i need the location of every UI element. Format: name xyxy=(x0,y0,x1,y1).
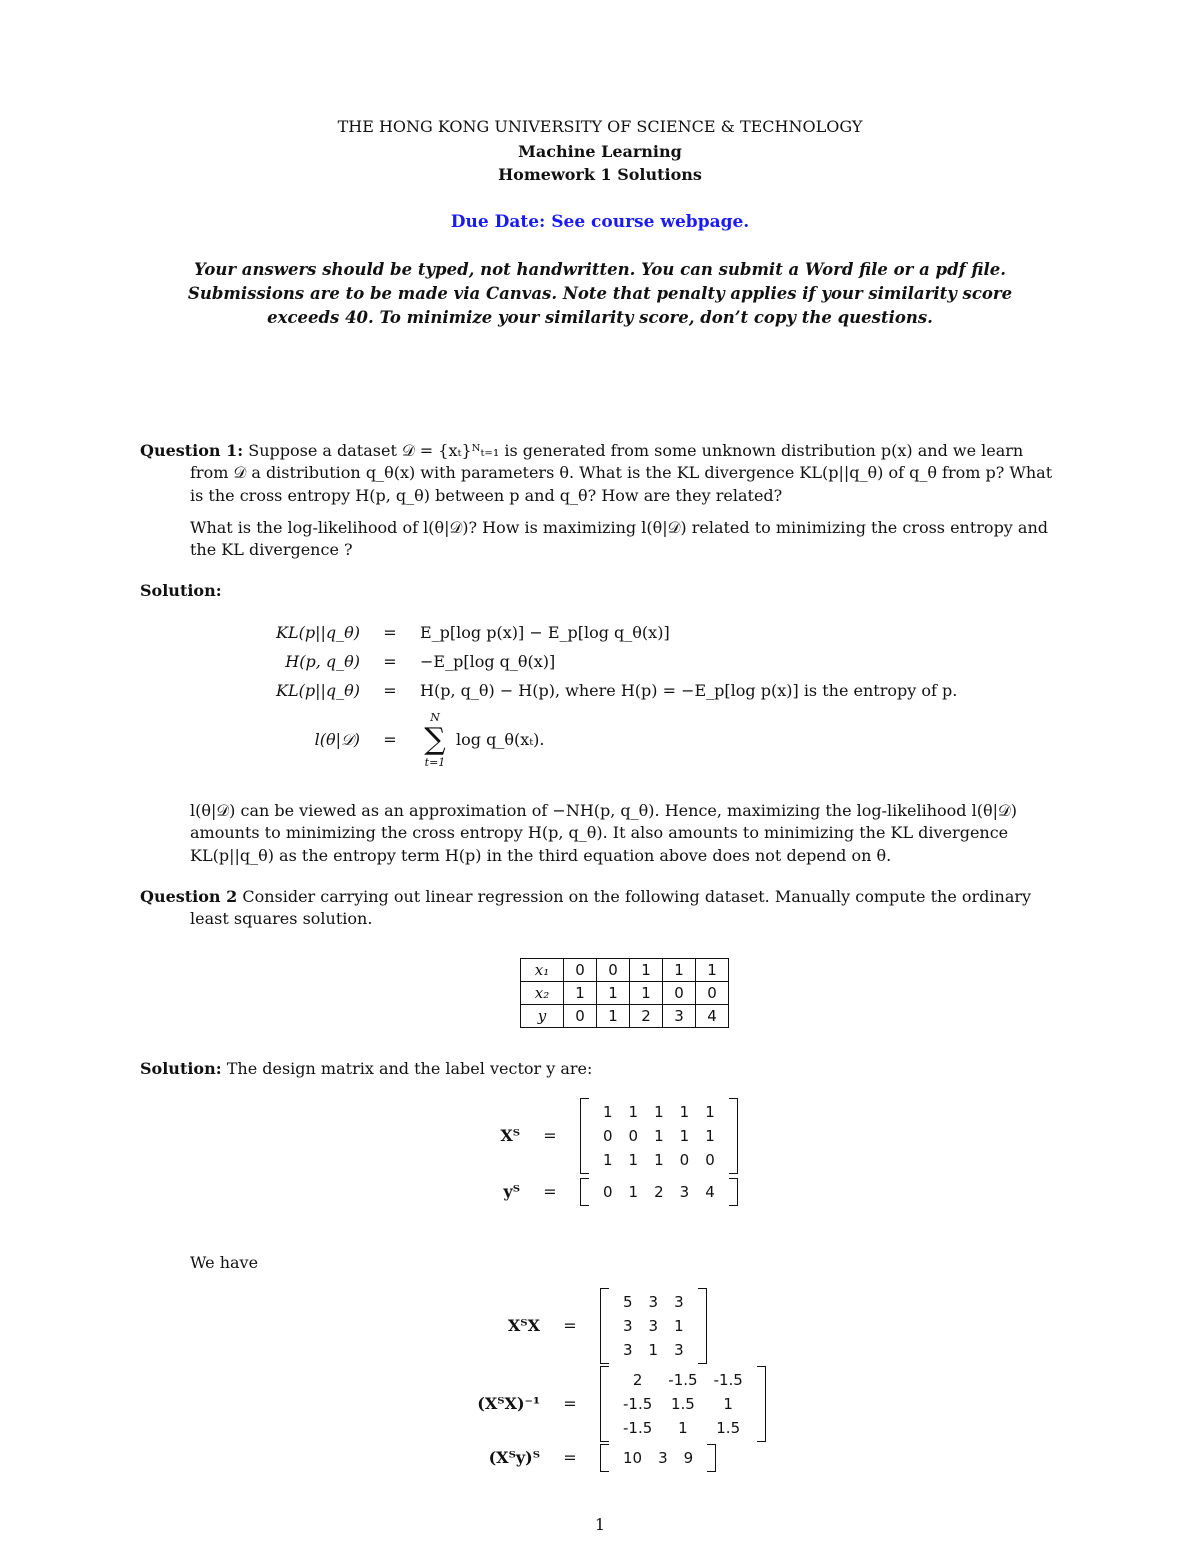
table-cell: 0 xyxy=(564,1005,597,1028)
matrix-xt xyxy=(580,1098,738,1174)
matrix-cell: 0 xyxy=(603,1182,613,1201)
matrix-cell: 1 xyxy=(723,1394,733,1413)
university-name: THE HONG KONG UNIVERSITY OF SCIENCE & TECHNOLOGY xyxy=(337,117,863,136)
matrix-cell: -1.5 xyxy=(713,1370,743,1389)
table-cell: 1 xyxy=(597,1005,630,1028)
matrix-cell: 3 xyxy=(623,1316,633,1335)
equation-rhs: H(p, q_θ) − H(p), where H(p) = −E_p[log p(x)] is the entropy of p. xyxy=(420,681,958,700)
matrix-row xyxy=(615,1314,692,1338)
table-row xyxy=(521,982,729,1005)
matrix-cell: 3 xyxy=(674,1340,684,1359)
matrix-lhs: (Xᵀy)ᵀ xyxy=(488,1447,540,1467)
matrix-xty xyxy=(600,1444,716,1472)
matrix-cell: 9 xyxy=(683,1448,694,1467)
matrix-equation-xt xyxy=(440,1098,738,1174)
solution-2-label: Solution: xyxy=(140,1059,222,1078)
matrix-cell: 4 xyxy=(705,1182,715,1201)
left-bracket-icon xyxy=(600,1444,609,1472)
question-1 xyxy=(140,440,1060,507)
table-cell: 0 xyxy=(597,959,630,982)
matrix-cell: 0 xyxy=(603,1126,613,1145)
equation-lhs: l(θ|𝒟) xyxy=(314,729,360,749)
equals-sign: = xyxy=(383,623,397,642)
matrix-cell: 3 xyxy=(648,1292,659,1311)
matrix-cell: 3 xyxy=(679,1182,690,1201)
matrix-cell: 1 xyxy=(654,1126,664,1145)
matrix-cell: 2 xyxy=(632,1370,643,1389)
table-cell: 1 xyxy=(597,982,630,1005)
document-title: Homework 1 Solutions xyxy=(498,165,702,184)
matrix-cell: 1 xyxy=(628,1150,639,1169)
solution-2-text: The design matrix and the label vector y are: xyxy=(226,1059,593,1078)
table-row-label: x₁ xyxy=(521,959,564,982)
matrix-lhs: (XᵀX)⁻¹ xyxy=(477,1393,540,1413)
matrix-lhs: XᵀX xyxy=(507,1315,540,1335)
matrix-row xyxy=(595,1148,723,1172)
matrix-cell: 1 xyxy=(654,1102,664,1121)
matrix-row xyxy=(615,1392,751,1416)
matrix-cell: 1 xyxy=(603,1150,613,1169)
question-1-text: Suppose a dataset 𝒟 = {xₜ}ᴺₜ₌₁ is generated from some unknown distribution p(x) and we learn from 𝒟 a distribution q_θ(x) with parameters θ. What is the KL divergence KL(p||q_θ) of q_θ from p? What is the cross entropy H(p, q_θ) between p and q_θ? How are they related? xyxy=(190,441,1053,505)
right-bracket-icon xyxy=(698,1288,707,1364)
matrix-lhs: Xᵀ xyxy=(500,1125,520,1145)
table-cell: 1 xyxy=(630,982,663,1005)
table-cell: 3 xyxy=(663,1005,696,1028)
instructions-line-2: Submissions are to be made via Canvas. Note that penalty applies if your similarity score xyxy=(187,284,1013,303)
equation-rhs: E_p[log p(x)] − E_p[log q_θ(x)] xyxy=(420,623,670,642)
matrix-equation-xtx xyxy=(420,1288,707,1364)
matrix-cell: 1 xyxy=(679,1102,690,1121)
instructions-line-1: Your answers should be typed, not handwritten. You can submit a Word file or a pdf file. xyxy=(194,260,1006,279)
matrix-cell: 1 xyxy=(628,1102,639,1121)
matrix-row xyxy=(595,1180,723,1204)
table-row-label: x₂ xyxy=(521,982,564,1005)
matrix-cell: 0 xyxy=(705,1150,715,1169)
equals-sign: = xyxy=(383,729,397,749)
instructions-line-3: exceeds 40. To minimize your similarity score, don’t copy the questions. xyxy=(267,308,933,327)
matrix-row xyxy=(615,1368,751,1392)
summation xyxy=(420,710,450,771)
course-name: Machine Learning xyxy=(518,142,682,161)
matrix-row xyxy=(615,1338,692,1362)
matrix-cell: 1 xyxy=(603,1102,613,1121)
right-bracket-icon xyxy=(729,1178,738,1206)
question-2-text: Consider carrying out linear regression on the following dataset. Manually compute the ordinary least squares solution. xyxy=(190,887,1032,929)
table-cell: 2 xyxy=(630,1005,663,1028)
matrix-cell: -1.5 xyxy=(668,1370,698,1389)
question-2 xyxy=(140,886,1060,931)
matrix-cell: 10 xyxy=(623,1448,643,1467)
matrix-equation-xty xyxy=(420,1444,716,1472)
matrix-xtx-inverse xyxy=(600,1366,766,1442)
table-cell: 1 xyxy=(663,959,696,982)
page-number: 1 xyxy=(594,1515,606,1534)
matrix-row xyxy=(615,1290,692,1314)
matrix-cell: 3 xyxy=(623,1340,633,1359)
matrix-cell: 1.5 xyxy=(716,1418,741,1437)
matrix-cell: 2 xyxy=(654,1182,664,1201)
matrix-cell: -1.5 xyxy=(623,1418,653,1437)
dataset-table xyxy=(520,958,729,1028)
equation-row xyxy=(230,651,555,673)
matrix-cell: 3 xyxy=(658,1448,668,1467)
table-cell: 1 xyxy=(564,982,597,1005)
equals-sign: = xyxy=(543,1181,557,1201)
matrix-cell: 5 xyxy=(623,1292,633,1311)
right-bracket-icon xyxy=(757,1366,766,1442)
matrix-equation-xtx-inverse xyxy=(420,1366,766,1442)
equation-row xyxy=(230,680,957,702)
equals-sign: = xyxy=(543,1125,557,1145)
matrix-row xyxy=(615,1416,751,1440)
left-bracket-icon xyxy=(580,1178,589,1206)
equals-sign: = xyxy=(563,1393,577,1413)
matrix-row xyxy=(615,1446,701,1470)
equals-sign: = xyxy=(383,681,397,700)
equation-rhs: log q_θ(xₜ). xyxy=(456,729,545,749)
matrix-cell: 0 xyxy=(628,1126,639,1145)
matrix-cell: 0 xyxy=(679,1150,690,1169)
solution-1-label: Solution: xyxy=(140,581,222,600)
table-row xyxy=(521,1005,729,1028)
matrix-cell: 1 xyxy=(678,1418,688,1437)
left-bracket-icon xyxy=(600,1366,609,1442)
matrix-cell: 1 xyxy=(628,1182,639,1201)
matrix-equation-yt xyxy=(440,1178,738,1206)
table-cell: 0 xyxy=(663,982,696,1005)
equals-sign: = xyxy=(383,652,397,671)
matrix-cell: 1 xyxy=(654,1150,664,1169)
matrix-cell: 1 xyxy=(679,1126,690,1145)
right-bracket-icon xyxy=(707,1444,716,1472)
summation-icon: ∑ xyxy=(424,722,446,757)
question-2-label: Question 2 xyxy=(140,887,238,906)
solution-1-conclusion: l(θ|𝒟) can be viewed as an approximation of −NH(p, q_θ). Hence, maximizing the log-likelihood l(θ|𝒟) amounts to minimizing the cross entropy H(p, q_θ). It also amounts to minimizing the KL divergence KL(p||q_θ) as the entropy term H(p) in the third equation above does not depend on θ. xyxy=(190,801,1017,865)
summation-upper-limit: N xyxy=(430,710,440,724)
equation-lhs: KL(p||q_θ) xyxy=(276,681,360,700)
table-row-label: y xyxy=(521,1005,564,1028)
matrix-cell: 3 xyxy=(648,1316,659,1335)
matrix-cell: 1.5 xyxy=(670,1394,695,1413)
question-1-label: Question 1: xyxy=(140,441,244,460)
matrix-cell: 1 xyxy=(674,1316,684,1335)
equation-lhs: KL(p||q_θ) xyxy=(276,623,360,642)
solution-2 xyxy=(140,1058,1060,1080)
question-1-text-2: What is the log-likelihood of l(θ|𝒟)? How is maximizing l(θ|𝒟) related to minimizing the cross entropy and the KL divergence ? xyxy=(190,518,1049,560)
table-cell: 4 xyxy=(696,1005,729,1028)
matrix-cell: 1 xyxy=(705,1102,715,1121)
we-have-text: We have xyxy=(190,1253,259,1272)
matrix-cell: 1 xyxy=(648,1340,659,1359)
matrix-yt xyxy=(580,1178,738,1206)
equation-lhs: H(p, q_θ) xyxy=(285,652,360,671)
summation-lower-limit: t=1 xyxy=(424,756,446,769)
left-bracket-icon xyxy=(580,1098,589,1174)
table-cell: 1 xyxy=(630,959,663,982)
matrix-row xyxy=(595,1124,723,1148)
matrix-cell: 3 xyxy=(674,1292,684,1311)
left-bracket-icon xyxy=(600,1288,609,1364)
table-cell: 1 xyxy=(696,959,729,982)
table-cell: 0 xyxy=(696,982,729,1005)
equation-row xyxy=(230,708,545,772)
equation-row xyxy=(230,622,670,644)
due-date: Due Date: See course webpage. xyxy=(450,212,750,232)
equals-sign: = xyxy=(563,1447,577,1467)
table-row xyxy=(521,959,729,982)
matrix-xtx xyxy=(600,1288,707,1364)
right-bracket-icon xyxy=(729,1098,738,1174)
matrix-cell: 1 xyxy=(705,1126,715,1145)
matrix-cell: -1.5 xyxy=(623,1394,653,1413)
equation-rhs: −E_p[log q_θ(x)] xyxy=(420,652,556,671)
equals-sign: = xyxy=(563,1315,577,1335)
table-cell: 0 xyxy=(564,959,597,982)
matrix-lhs: yᵀ xyxy=(503,1181,520,1201)
matrix-row xyxy=(595,1100,723,1124)
